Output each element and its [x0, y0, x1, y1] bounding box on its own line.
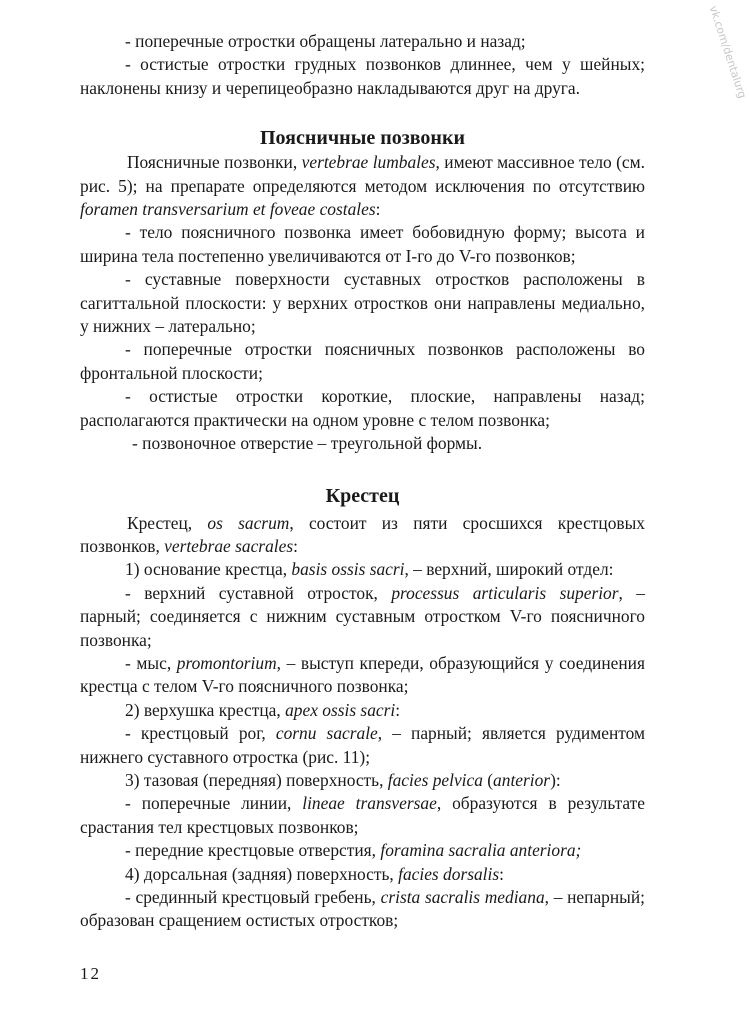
watermark: vk.com/dentalurg: [706, 4, 749, 100]
sacrum-item: - срединный крестцовый гребень, crista sacralis mediana, – непарный; образован сращением остистых отростков;: [80, 887, 645, 931]
lumbar-item: - поперечные отростки поясничных позвонков расположены во фронтальной плоскости;: [80, 339, 645, 383]
lumbar-item: - тело поясничного позвонка имеет бобовидную форму; высота и ширина тела постепенно увеличиваются от I-го до V-го позвонков;: [80, 222, 645, 266]
sacrum-item: - поперечные линии, lineae transversae, образуются в результате срастания тел крестцовых позвонков;: [80, 793, 645, 837]
lumbar-item: - суставные поверхности суставных отростков расположены в сагиттальной плоскости: у верхних отростков они направлены медиально, у нижних – латерально;: [80, 269, 645, 337]
intro-line-1: - поперечные отростки обращены латерально и назад;: [125, 31, 526, 51]
sacrum-item: - верхний суставной отросток, processus articularis superior, – парный; соединяется с нижним суставным отростком V-го поясничного позвонка;: [80, 582, 645, 650]
sacrum-section-4: 4) дорсальная (задняя) поверхность, facies dorsalis:: [125, 863, 504, 884]
page-content: [80, 30, 645, 933]
sacrum-item: - передние крестцовые отверстия, foramina sacralia anteriora;: [125, 840, 582, 861]
sacrum-intro: Крестец, os sacrum, состоит из пяти сросшихся крестцовых позвонков, vertebrae sacrales:: [80, 512, 646, 556]
lumbar-item: - позвоночное отверстие – треугольной формы.: [132, 433, 483, 454]
lumbar-item: - остистые отростки короткие, плоские, направлены назад; располагаются практически на одном уровне с телом позвонка;: [80, 386, 645, 430]
lumbar-heading: Поясничные позвонки: [259, 127, 465, 150]
sacrum-section-2: 2) верхушка крестца, apex ossis sacri:: [125, 699, 401, 720]
page-number: 12: [80, 964, 101, 983]
sacrum-section-3: 3) тазовая (передняя) поверхность, facies pelvica (anterior):: [125, 769, 561, 790]
sacrum-section-1: 1) основание крестца, basis ossis sacri, – верхний, широкий отдел:: [125, 559, 614, 580]
sacrum-item: - крестцовый рог, cornu sacrale, – парный; является рудиментом нижнего суставного отростка (рис. 11);: [80, 723, 645, 767]
lumbar-intro: Поясничные позвонки, vertebrae lumbales, имеют массивное тело (см. рис. 5); на препарате определяются методом исключения по отсутствию foramen transversarium et foveae costales:: [80, 152, 645, 220]
sacrum-item: - мыс, promontorium, – выступ кпереди, образующийся у соединения крестца с телом V-го поясничного позвонка;: [80, 652, 645, 697]
sacrum-heading: Крестец: [325, 484, 400, 507]
intro-line-2: - остистые отростки грудных позвонков длиннее, чем у шейных; наклонены книзу и черепицеобразно накладываются друг на друга.: [80, 54, 645, 98]
